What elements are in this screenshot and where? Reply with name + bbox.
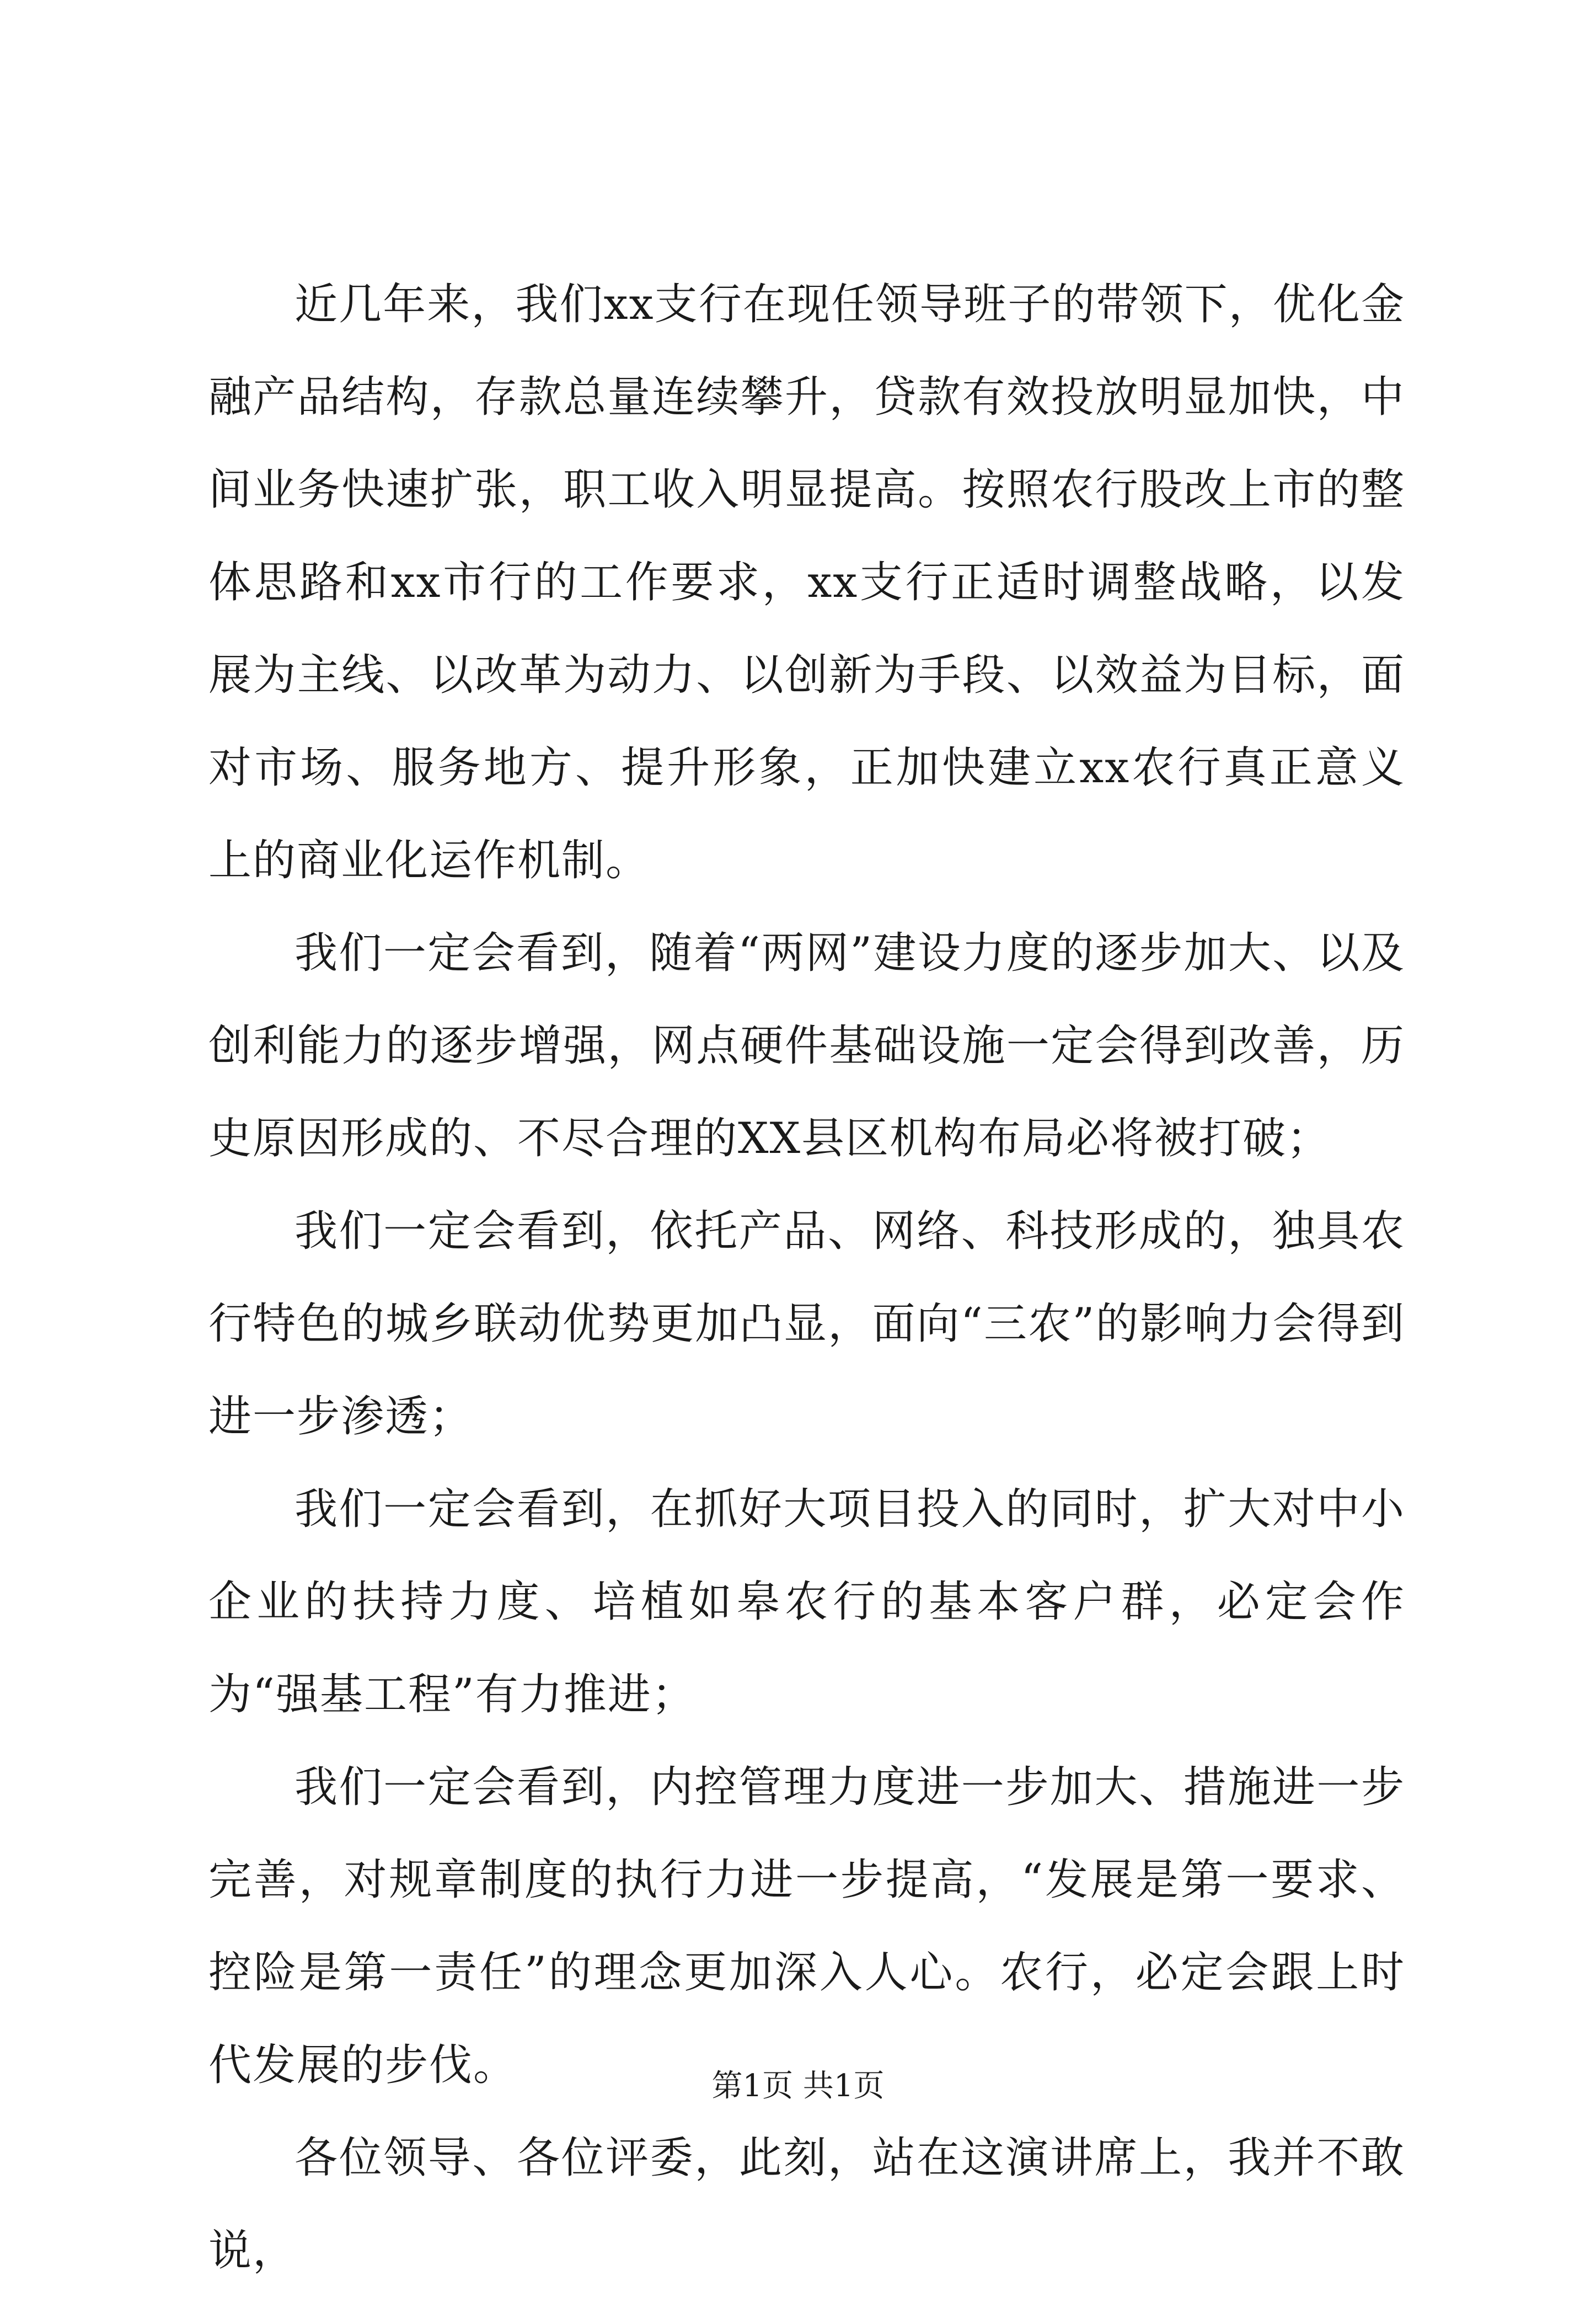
paragraph: 我们一定会看到，内控管理力度进一步加大、措施进一步完善，对规章制度的执行力进一步提高，“发展是第一要求、控险是第一责任”的理念更加深入人心。农行，必定会跟上时代发展的步伐。 [208, 1762, 1405, 2090]
document-body [208, 258, 1405, 2297]
paragraph: 我们一定会看到，在抓好大项目投入的同时，扩大对中小企业的扶持力度、培植如皋农行的基本客户群，必定会作为“强基工程”有力推进； [208, 1484, 1405, 1719]
paragraph: 我们一定会看到，随着“两网”建设力度的逐步加大、以及创利能力的逐步增强，网点硬件基础设施一定会得到改善，历史原因形成的、不尽合理的XX县区机构布局必将被打破； [208, 928, 1405, 1163]
paragraph: 近几年来，我们xx支行在现任领导班子的带领下，优化金融产品结构，存款总量连续攀升，贷款有效投放明显加快，中间业务快速扩张，职工收入明显提高。按照农行股改上市的整体思路和xx市行的工作要求，xx支行正适时调整战略，以发展为主线、以改革为动力、以创新为手段、以效益为目标，面对市场、服务地方、提升形象，正加快建立xx农行真正意义上的商业化运作机制。 [208, 280, 1405, 885]
paragraph: 各位领导、各位评委，此刻，站在这演讲席上，我并不敢说， [208, 2133, 1405, 2275]
paragraph: 我们一定会看到，依托产品、网络、科技形成的，独具农行特色的城乡联动优势更加凸显，面向“三农”的影响力会得到进一步渗透； [208, 1206, 1405, 1441]
page-number-footer: 第1页 共1页 [711, 2068, 885, 2104]
